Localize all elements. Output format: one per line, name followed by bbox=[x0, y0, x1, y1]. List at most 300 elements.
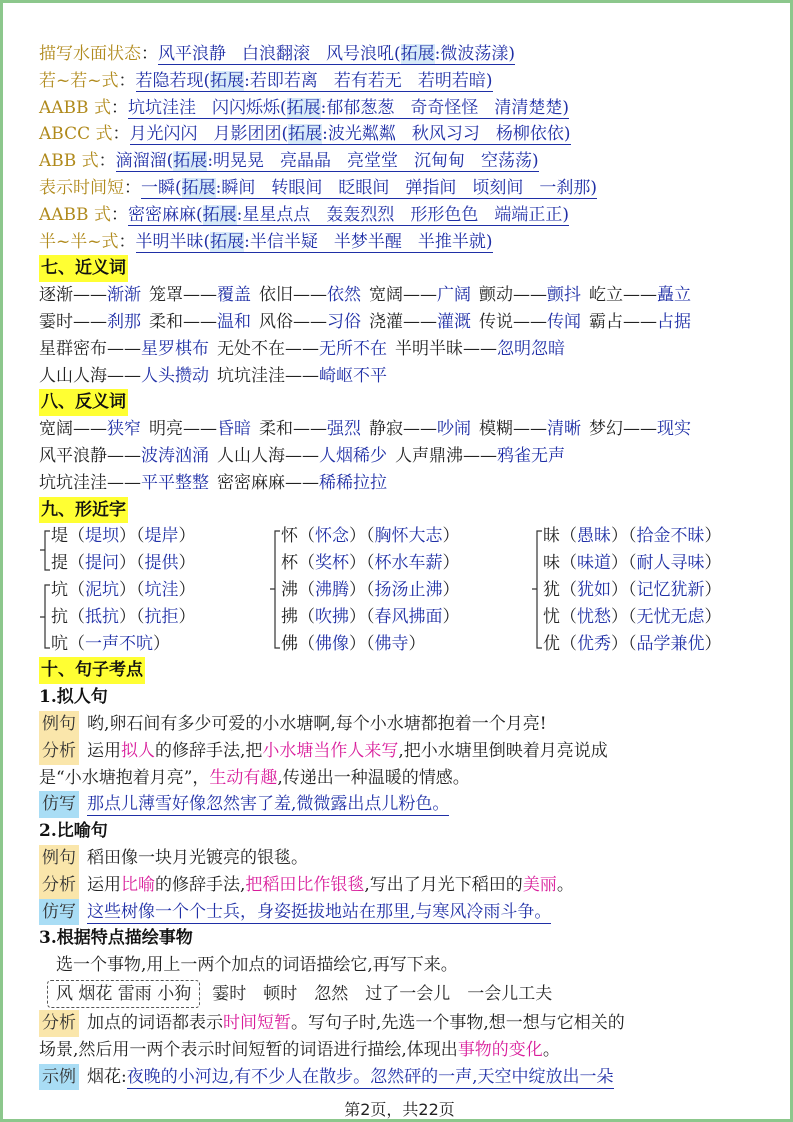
idiom-word: 月光闪闪 bbox=[129, 124, 198, 145]
similar-word: 一声不吭 bbox=[85, 633, 153, 654]
pair-match: 矗立 bbox=[657, 285, 691, 306]
extend-label: 拓展 bbox=[288, 124, 323, 145]
analysis-text: 。写句子时,先选一个事物,想一想与它相关的 bbox=[291, 1012, 625, 1033]
extend-word: 杨柳依依 bbox=[495, 124, 564, 145]
extend-word: 顷刻间 bbox=[472, 177, 524, 198]
idiom-category: 若~若~式 bbox=[39, 70, 119, 91]
paren: ） bbox=[349, 633, 366, 654]
analysis-tag: 分析 bbox=[39, 738, 79, 765]
section-title: 八、反义词 bbox=[39, 389, 128, 416]
paren: （ bbox=[136, 579, 145, 600]
paren: ) bbox=[532, 151, 539, 172]
section-title-row bbox=[39, 497, 765, 524]
example-text: 夜晚的小河边,有不少人在散步。忽然砰的一声,天空中绽放出一朵 bbox=[126, 1066, 614, 1087]
paren: （ bbox=[560, 553, 577, 574]
idiom-word: 风号浪吼 bbox=[326, 44, 394, 64]
pair-word: 星群密布 bbox=[39, 338, 107, 359]
pair-dash: —— bbox=[623, 311, 657, 332]
pair-dash: —— bbox=[73, 311, 107, 332]
word-pair-row bbox=[39, 309, 765, 336]
paren: ( bbox=[281, 124, 289, 145]
pair-dash: —— bbox=[107, 445, 141, 466]
paren: ） bbox=[119, 526, 136, 547]
paren: ） bbox=[442, 526, 460, 547]
idiom-words-underlined bbox=[128, 98, 569, 119]
extend-word: 轰轰烈烈 bbox=[326, 204, 395, 225]
idiom-row bbox=[39, 121, 765, 148]
pair-word: 笼罩 bbox=[149, 285, 183, 306]
similar-char-row bbox=[543, 577, 722, 604]
idiom-list bbox=[39, 41, 765, 255]
imitate-text: 这些树像一个个士兵，身姿挺拔地站在那里,与寒风冷雨斗争。 bbox=[87, 901, 552, 922]
paren: （ bbox=[628, 633, 637, 654]
subheading: 2.比喻句 bbox=[39, 821, 108, 842]
colon: ： bbox=[124, 177, 141, 198]
pair-match: 清晰 bbox=[547, 419, 581, 440]
example-row bbox=[39, 1064, 765, 1091]
pair-dash: —— bbox=[73, 285, 107, 306]
paren: （ bbox=[298, 579, 315, 600]
similar-word: 吹拂 bbox=[315, 606, 349, 627]
pair-word: 霎时 bbox=[39, 311, 73, 332]
idiom-words-underlined bbox=[136, 232, 493, 253]
paren: ） bbox=[349, 606, 366, 627]
idiom-category: 表示时间短 bbox=[39, 177, 124, 198]
pair-match: 现实 bbox=[657, 419, 691, 440]
colon: : bbox=[434, 44, 441, 64]
pair-match: 星罗棋布 bbox=[141, 338, 209, 359]
extend-word: 沉甸甸 bbox=[414, 151, 466, 172]
paren: ) bbox=[508, 44, 516, 64]
similar-char-row bbox=[281, 604, 460, 631]
paren: ） bbox=[704, 606, 722, 627]
idiom-category: 半~半~式 bbox=[39, 231, 119, 252]
paren: ） bbox=[442, 579, 460, 600]
similar-word: 杯水车薪 bbox=[374, 553, 443, 574]
paren: （ bbox=[136, 553, 145, 574]
colon: : bbox=[244, 231, 250, 252]
extend-word: 若即若离 bbox=[249, 70, 318, 91]
idiom-category: ABCC 式 bbox=[39, 124, 113, 145]
analysis-text: ,把小水塘里倒映着月亮说成 bbox=[398, 740, 608, 761]
pair-match: 平平整整 bbox=[141, 472, 209, 493]
similar-char: 忧 bbox=[543, 606, 560, 627]
extend-word: 亮晶晶 bbox=[280, 151, 332, 172]
bracket-line bbox=[532, 531, 542, 648]
pair-dash: —— bbox=[183, 419, 217, 440]
colon: : bbox=[236, 204, 243, 225]
pair-match: 稀稀拉拉 bbox=[319, 472, 387, 493]
idiom-word: 坑坑洼洼 bbox=[127, 97, 196, 118]
similar-word: 愚昧 bbox=[577, 526, 611, 547]
idiom-word: 风平浪静 bbox=[158, 44, 226, 64]
paren: （ bbox=[298, 606, 315, 627]
keyword: 把稻田比作银毯 bbox=[245, 874, 365, 895]
example-text: 稻田像一块月光镀亮的银毯。 bbox=[87, 847, 308, 868]
similar-word: 提供 bbox=[144, 553, 179, 574]
pair-match: 依然 bbox=[327, 285, 361, 306]
keyword: 时间短暂 bbox=[223, 1012, 291, 1033]
example-tag: 示例 bbox=[39, 1064, 79, 1091]
idiom-row bbox=[39, 202, 765, 229]
similar-char-row bbox=[281, 577, 460, 604]
paren: ） bbox=[704, 526, 722, 547]
analysis-row bbox=[39, 765, 765, 792]
subheading: 1.拟人句 bbox=[39, 687, 108, 708]
extend-word: 半梦半醒 bbox=[333, 231, 402, 252]
paren: （ bbox=[68, 606, 85, 627]
pair-dash: —— bbox=[623, 419, 657, 440]
paren: ） bbox=[704, 633, 722, 654]
similar-word: 优秀 bbox=[577, 633, 611, 654]
paren: ） bbox=[153, 633, 170, 654]
imitate-row bbox=[39, 899, 765, 926]
word-pair-row bbox=[39, 282, 765, 309]
paren: （ bbox=[628, 606, 637, 627]
extend-word: 亮堂堂 bbox=[347, 151, 399, 172]
paren: （ bbox=[298, 553, 315, 574]
similar-word: 佛寺 bbox=[374, 633, 409, 654]
colon: ： bbox=[110, 97, 128, 118]
similar-word: 扬汤止沸 bbox=[374, 579, 443, 600]
pair-dash: —— bbox=[463, 445, 497, 466]
bracket-line bbox=[40, 531, 50, 570]
pair-match: 波涛汹涌 bbox=[141, 445, 209, 466]
idiom-words-underlined bbox=[136, 71, 493, 92]
pair-dash: —— bbox=[513, 285, 547, 306]
extend-word: 波光粼粼 bbox=[327, 124, 396, 145]
idiom-word: 若隐若现 bbox=[135, 70, 204, 91]
colon: ： bbox=[141, 44, 158, 64]
paren: ） bbox=[349, 553, 366, 574]
pair-match: 温和 bbox=[217, 311, 251, 332]
similar-char-row bbox=[543, 523, 722, 550]
idiom-row bbox=[39, 95, 765, 122]
synonym-list bbox=[39, 282, 765, 389]
similar-char: 堤 bbox=[51, 526, 68, 547]
colon: ： bbox=[118, 231, 136, 252]
example-text: 哟,卵石间有多少可爱的小水塘啊,每个小水塘都抱着一个月亮! bbox=[87, 713, 547, 734]
analysis-text: 。 bbox=[542, 1039, 560, 1060]
analysis-row bbox=[39, 1037, 765, 1064]
paren: （ bbox=[136, 526, 145, 547]
page-footer: 第2页，共22页 bbox=[344, 1100, 455, 1119]
bracket-line bbox=[40, 585, 50, 648]
word-pair-row bbox=[39, 363, 765, 390]
extend-word: 秋风习习 bbox=[411, 124, 480, 145]
pair-dash: —— bbox=[403, 419, 437, 440]
idiom-row bbox=[39, 229, 765, 256]
idiom-words-underlined bbox=[158, 44, 515, 65]
pair-match: 覆盖 bbox=[217, 285, 251, 306]
pair-word: 坑坑洼洼 bbox=[217, 365, 285, 386]
analysis-text: 的修辞手法,把 bbox=[155, 740, 263, 761]
similar-word: 胸怀大志 bbox=[374, 526, 443, 547]
paren: （ bbox=[68, 526, 85, 547]
instruction-row bbox=[39, 952, 765, 979]
pair-dash: —— bbox=[107, 338, 141, 359]
similar-char: 抗 bbox=[51, 606, 68, 627]
pair-match: 人烟稀少 bbox=[319, 445, 387, 466]
pair-dash: —— bbox=[513, 311, 547, 332]
similar-char-row bbox=[51, 550, 196, 577]
pair-match: 人头攒动 bbox=[141, 365, 209, 386]
paren: ） bbox=[349, 526, 366, 547]
paren: （ bbox=[68, 579, 85, 600]
paren: ( bbox=[166, 151, 174, 172]
extend-label: 拓展 bbox=[181, 177, 216, 198]
analysis-text: 的修辞手法, bbox=[155, 874, 246, 895]
pair-match: 吵闹 bbox=[437, 419, 471, 440]
colon: : bbox=[215, 177, 222, 198]
pair-word: 颤动 bbox=[479, 285, 513, 306]
extend-label: 拓展 bbox=[210, 70, 245, 91]
pair-dash: —— bbox=[293, 311, 327, 332]
example-row bbox=[39, 845, 765, 872]
similar-word: 无忧无虑 bbox=[636, 606, 705, 627]
analysis-tag: 分析 bbox=[39, 1010, 79, 1037]
subheading: 3.根据特点描绘事物 bbox=[39, 928, 193, 949]
instruction-text: 选一个事物,用上一两个加点的词语描绘它,再写下来。 bbox=[56, 955, 458, 976]
idiom-word: 滴溜溜 bbox=[115, 151, 167, 172]
idiom-word: 半明半昧 bbox=[135, 231, 204, 252]
similar-char: 坑 bbox=[51, 579, 68, 600]
paren: （ bbox=[68, 633, 85, 654]
idiom-category: AABB 式 bbox=[39, 97, 111, 118]
extend-word: 转眼间 bbox=[271, 177, 323, 198]
extend-word: 一刹那 bbox=[539, 177, 591, 198]
paren: ） bbox=[178, 553, 196, 574]
section-title: 九、形近字 bbox=[39, 497, 128, 524]
similar-char: 犹 bbox=[543, 579, 560, 600]
colon: ： bbox=[110, 204, 128, 225]
similar-char-row bbox=[543, 604, 722, 631]
idiom-words-underlined bbox=[130, 124, 571, 145]
section-title: 七、近义词 bbox=[39, 255, 128, 282]
section-title-row bbox=[39, 657, 765, 684]
paren: ） bbox=[408, 633, 426, 654]
pair-match: 崎岖不平 bbox=[319, 365, 387, 386]
pair-word: 宽阔 bbox=[39, 419, 73, 440]
pair-match: 刹那 bbox=[107, 311, 141, 332]
idiom-category: 描写水面状态 bbox=[39, 44, 141, 64]
paren: （ bbox=[366, 553, 375, 574]
pair-word: 人山人海 bbox=[39, 365, 107, 386]
paren: （ bbox=[136, 606, 145, 627]
extend-label: 拓展 bbox=[286, 97, 321, 118]
paren: ( bbox=[175, 177, 182, 198]
similar-char: 杯 bbox=[281, 553, 298, 574]
extend-word: 若有若无 bbox=[333, 70, 402, 91]
colon: ： bbox=[98, 151, 116, 172]
paren: （ bbox=[298, 633, 315, 654]
idiom-word: 闪闪烁烁 bbox=[211, 97, 280, 118]
section-title-row bbox=[39, 389, 765, 416]
extend-word: 半推半就 bbox=[417, 231, 486, 252]
imitate-tag: 仿写 bbox=[39, 899, 79, 926]
paren: （ bbox=[560, 633, 577, 654]
idiom-words-underlined bbox=[116, 151, 539, 172]
extend-word: 星星点点 bbox=[242, 204, 311, 225]
pair-match: 狭窄 bbox=[107, 419, 141, 440]
paren: ） bbox=[704, 553, 722, 574]
paren: （ bbox=[366, 526, 375, 547]
paren: ） bbox=[119, 579, 136, 600]
pair-match: 忽明忽暗 bbox=[497, 338, 565, 359]
idiom-word: 密密麻麻 bbox=[127, 204, 196, 225]
extend-word: 半信半疑 bbox=[249, 231, 318, 252]
similar-char-row bbox=[543, 550, 722, 577]
paren: （ bbox=[68, 553, 85, 574]
extend-word: 端端正正 bbox=[494, 204, 563, 225]
pair-match: 习俗 bbox=[327, 311, 361, 332]
analysis-text: 。 bbox=[556, 874, 574, 895]
similar-char-row bbox=[51, 604, 196, 631]
similar-char-row bbox=[281, 523, 460, 550]
extend-word: 弹指间 bbox=[405, 177, 457, 198]
pair-dash: —— bbox=[183, 311, 217, 332]
pair-word: 人声鼎沸 bbox=[395, 445, 463, 466]
colon: : bbox=[207, 151, 214, 172]
pair-word: 人山人海 bbox=[217, 445, 285, 466]
imitate-row bbox=[39, 791, 765, 818]
paren: ） bbox=[704, 579, 722, 600]
colon: : bbox=[322, 124, 328, 145]
pair-word: 风平浪静 bbox=[39, 445, 107, 466]
similar-word: 奖杯 bbox=[315, 553, 349, 574]
pair-word: 柔和 bbox=[149, 311, 183, 332]
similar-word: 提问 bbox=[85, 553, 119, 574]
paren: （ bbox=[366, 606, 375, 627]
extend-word: 明晃晃 bbox=[213, 151, 265, 172]
idiom-word: 一瞬 bbox=[141, 177, 175, 198]
analysis-row bbox=[39, 1010, 765, 1037]
similar-word: 忧愁 bbox=[577, 606, 611, 627]
paren: ） bbox=[178, 526, 196, 547]
keyword: 比喻 bbox=[121, 874, 155, 895]
idiom-row bbox=[39, 175, 765, 202]
paren: ) bbox=[485, 70, 493, 91]
similar-char: 怀 bbox=[281, 526, 298, 547]
paren: （ bbox=[366, 633, 375, 654]
paren: ) bbox=[562, 97, 569, 118]
pair-word: 静寂 bbox=[369, 419, 403, 440]
extend-label: 拓展 bbox=[173, 151, 208, 172]
paren: ） bbox=[349, 579, 366, 600]
similar-char: 沸 bbox=[281, 579, 298, 600]
pair-match: 灌溉 bbox=[437, 311, 471, 332]
paren: ） bbox=[611, 553, 628, 574]
paren: ( bbox=[195, 204, 203, 225]
document-content bbox=[39, 41, 765, 1090]
dotted-words: 霎时 顿时 忽然 过了一会儿 一会儿工夫 bbox=[212, 983, 553, 1004]
imitate-text: 那点儿薄雪好像忽然害了羞,微微露出点儿粉色。 bbox=[87, 794, 450, 815]
extend-word: 瞬间 bbox=[221, 177, 256, 198]
pair-dash: —— bbox=[107, 472, 141, 493]
pair-word: 逐渐 bbox=[39, 285, 73, 306]
similar-word: 耐人寻味 bbox=[636, 553, 705, 574]
pair-match: 渐渐 bbox=[107, 285, 141, 306]
analysis-text: 运用 bbox=[87, 874, 121, 895]
pair-dash: —— bbox=[285, 445, 319, 466]
paren: （ bbox=[560, 579, 577, 600]
keyword: 美丽 bbox=[522, 874, 557, 895]
paren: ） bbox=[119, 553, 136, 574]
similar-word: 沸腾 bbox=[315, 579, 349, 600]
keyword: 事物的变化 bbox=[457, 1039, 543, 1060]
similar-word: 抵抗 bbox=[85, 606, 119, 627]
example-label: 烟花: bbox=[87, 1066, 127, 1087]
paren: （ bbox=[628, 579, 637, 600]
pair-match: 昏暗 bbox=[217, 419, 251, 440]
pair-match: 广阔 bbox=[437, 285, 471, 306]
similar-char: 提 bbox=[51, 553, 68, 574]
keyword: 生动有趣 bbox=[209, 767, 278, 788]
section-title: 十、句子考点 bbox=[39, 657, 145, 684]
similar-char-row bbox=[543, 631, 722, 658]
paren: ） bbox=[611, 633, 628, 654]
paren: （ bbox=[628, 553, 637, 574]
pair-dash: —— bbox=[107, 365, 141, 386]
similar-char-row bbox=[51, 631, 170, 658]
pair-word: 宽阔 bbox=[369, 285, 403, 306]
colon: ： bbox=[112, 124, 130, 145]
similar-word: 味道 bbox=[577, 553, 611, 574]
extend-word: 若明若暗 bbox=[417, 70, 486, 91]
analysis-text: 场景,然后用一两个表示时间短暂的词语进行描绘,体现出 bbox=[39, 1039, 458, 1060]
similar-word: 春风拂面 bbox=[374, 606, 443, 627]
word-pair-row bbox=[39, 470, 765, 497]
paren: ) bbox=[590, 177, 598, 198]
paren: （ bbox=[298, 526, 315, 547]
paren: （ bbox=[366, 579, 375, 600]
example-row bbox=[39, 711, 765, 738]
example-tag: 例句 bbox=[39, 711, 79, 738]
idiom-words-underlined bbox=[128, 205, 569, 226]
bracket-line bbox=[270, 531, 280, 648]
pair-dash: —— bbox=[285, 365, 319, 386]
analysis-tag: 分析 bbox=[39, 872, 79, 899]
pair-word: 坑坑洼洼 bbox=[39, 472, 107, 493]
paren: ( bbox=[394, 44, 401, 64]
group-bracket bbox=[531, 523, 545, 657]
pair-word: 依旧 bbox=[259, 285, 293, 306]
analysis-row bbox=[39, 872, 765, 899]
extend-word: 眨眼间 bbox=[338, 177, 390, 198]
analysis-text: ,写出了月光下稻田的 bbox=[364, 874, 523, 895]
paren: ) bbox=[485, 231, 493, 252]
similar-word: 堤岸 bbox=[144, 526, 179, 547]
pair-word: 柔和 bbox=[259, 419, 293, 440]
paren: ） bbox=[611, 526, 628, 547]
paren: ） bbox=[178, 579, 196, 600]
group-bracket bbox=[269, 523, 283, 657]
keyword: 小水塘当作人来写 bbox=[262, 740, 399, 761]
word-pair-row bbox=[39, 416, 765, 443]
group-bracket bbox=[39, 523, 53, 657]
pair-dash: —— bbox=[623, 285, 657, 306]
similar-word: 品学兼优 bbox=[636, 633, 705, 654]
paren: （ bbox=[628, 526, 637, 547]
paren: ( bbox=[203, 70, 211, 91]
idiom-word: 月影团团 bbox=[213, 124, 282, 145]
pair-word: 屹立 bbox=[589, 285, 623, 306]
pair-dash: —— bbox=[285, 338, 319, 359]
section-title-row bbox=[39, 255, 765, 282]
pair-match: 强烈 bbox=[327, 419, 361, 440]
similar-word: 犹如 bbox=[577, 579, 611, 600]
paren: ) bbox=[563, 124, 571, 145]
